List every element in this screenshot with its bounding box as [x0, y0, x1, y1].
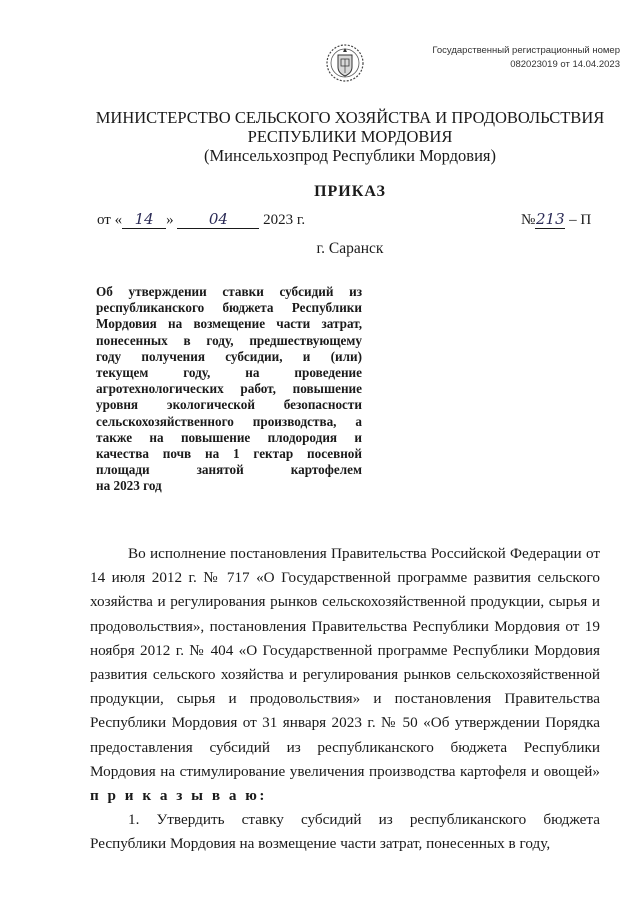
ministry-short-name: (Минсельхозпрод Республики Мордовия)	[204, 146, 496, 165]
registration-line: Государственный регистрационный номер	[432, 45, 620, 56]
date-year: 2023 г.	[263, 212, 306, 228]
ministry-name: МИНИСТЕРСТВО СЕЛЬСКОГО ХОЗЯЙСТВА И ПРОДОВОЛЬСТВИЯ	[95, 108, 605, 127]
subject-line: Об утверждении ставки субсидий из	[96, 284, 362, 299]
registration-number: 082023019 от 14.04.2023	[510, 59, 620, 70]
subject-line: текущем году, на проведение	[96, 365, 362, 381]
date-month: 04	[177, 211, 259, 229]
date-separator: »	[166, 212, 174, 228]
subject-line: также на повышение плодородия и	[96, 429, 362, 445]
preamble-text: Во исполнение постановления Правительства Российской Федерации от 14 июля 2012 г. № 717 «О Государственной программе развития сельского хозяйства и регулирования рынков сельскохозяйственной продукции, сырья и продовольствия», постановления Правительства Республики Мордовия от 19 ноября 2012 г. № 404 «О Государственной программе Республики Мордовия развития сельского хозяйства и регулирования рынков сельскохозяйственной продукции, сырья и продовольствия» и постановления Правительства Республики Мордовия от 31 января 2023 г. № 50 «Об утверждении Порядка предоставления субсидий из республиканского бюджета Республики Мордовия на стимулирование увеличения производства картофеля и овощей»	[90, 545, 600, 780]
ministry-header	[60, 108, 640, 165]
subject-line: площади занятой картофелем	[96, 462, 362, 478]
subject-line: Мордовия на возмещение части затрат,	[96, 316, 362, 332]
date-day: 14	[122, 211, 166, 229]
subject-line: на 2023 год	[96, 478, 162, 494]
number-value: 213	[535, 210, 565, 228]
coat-of-arms-icon	[325, 40, 365, 86]
order-subject	[96, 284, 362, 495]
city: г. Саранск	[316, 240, 384, 257]
subject-line: уровня экологической безопасности	[96, 397, 362, 413]
date-prefix: от «	[97, 212, 123, 228]
subject-line: году получения субсидии, и (или)	[96, 348, 362, 364]
order-command: п р и к а з ы в а ю:	[90, 787, 267, 805]
ministry-region: РЕСПУБЛИКИ МОРДОВИЯ	[247, 127, 453, 146]
document-title: ПРИКАЗ	[314, 183, 386, 200]
order-number	[521, 211, 591, 229]
subject-line: сельскохозяйственного производства, а	[96, 413, 362, 429]
number-suffix: – П	[569, 212, 592, 228]
subject-line: агротехнологических работ, повышение	[96, 381, 362, 397]
subject-line: понесенных в году, предшествующему	[96, 332, 362, 348]
order-date	[97, 211, 305, 229]
subject-line: качества почв на 1 гектар посевной	[96, 446, 362, 462]
registration-stamp	[392, 44, 620, 72]
body-paragraph: 1. Утвердить ставку субсидий из республиканского бюджета Республики Мордовия на возмещение части затрат, понесенных в году,	[90, 811, 600, 853]
document-body	[90, 542, 600, 857]
body-paragraph	[90, 542, 600, 808]
subject-line: республиканского бюджета Республики	[96, 300, 362, 316]
number-prefix: №	[521, 212, 536, 228]
